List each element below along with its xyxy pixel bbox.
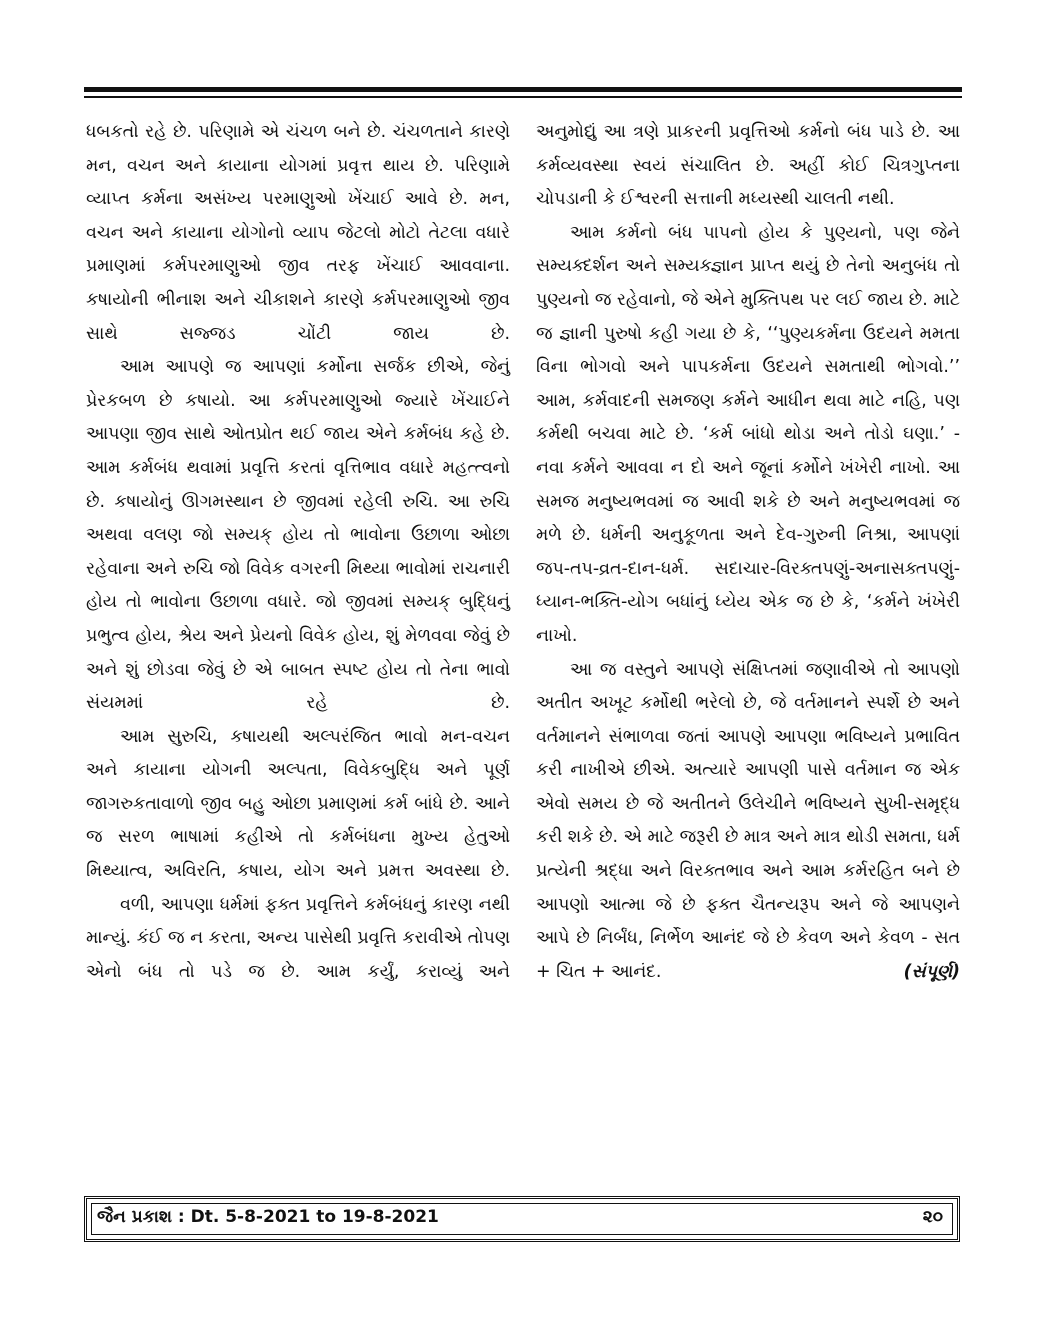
- right-paragraph-3-text: આ જ વસ્તુને આપણે સંક્ષિપ્તમાં જણાવીએ તો આપણો અતીત અખૂટ કર્મોથી ભરેલો છે, જે વર્તમાનને સ્પર્શે છે અને વર્તમાનને સંભાળવા જતાં આપણે આપણા ભવિષ્યને પ્રભાવિત કરી નાખીએ છીએ. અત્યારે આપણી પાસે વર્તમાન જ એક એવો સમય છે જે અતીતને ઉલેચીને ભવિષ્યને સુખી-સમૃદ્ધ કરી શકે છે. એ માટે જરૂરી છે માત્ર અને માત્ર થોડી સમતા, ધર્મ પ્રત્યેની શ્રદ્ધા અને વિરક્તભાવ અને આમ કર્મરહિત બને છે આપણો આત્મા જે છે ફક્ત ચૈતન્યરૂપ અને જે આપણને આપે છે નિર્બંધ, નિર્ભેળ આનંદ જે છે કેવળ અને કેવળ - સત + ચિત + આનંદ.: [536, 659, 960, 982]
- footer: [84, 1196, 960, 1242]
- footer-publication: જૈન પ્રકાશ : Dt. 5-8-2021 to 19-8-2021: [97, 1207, 439, 1227]
- end-mark: (સંપૂર્ણ): [903, 961, 960, 982]
- right-column: [536, 116, 960, 989]
- right-paragraph-2: આમ કર્મનો બંધ પાપનો હોય કે પુણ્યનો, પણ જેને સમ્યક્દર્શન અને સમ્યક્જ્ઞાન પ્રાપ્ત થયું છે તેનો અનુબંધ તો પુણ્યનો જ રહેવાનો, જે એને મુક્તિપથ પર લઈ જાય છે. માટે જ જ્ઞાની પુરુષો કહી ગયા છે કે, ‘‘પુણ્યકર્મના ઉદયને મમતા વિના ભોગવો અને પાપકર્મના ઉદયને સમતાથી ભોગવો.’’ આમ, કર્મવાદની સમજણ કર્મને આધીન થવા માટે નહિ, પણ કર્મથી બચવા માટે છે. ‘કર્મ બાંધો થોડા અને તોડો ઘણા.’ - નવા કર્મને આવવા ન દો અને જૂનાં કર્મોને ખંખેરી નાખો. આ સમજ મનુષ્યભવમાં જ આવી શકે છે અને મનુષ્યભવમાં જ મળે છે. ધર્મની અનુકૂળતા અને દેવ-ગુરુની નિશ્રા, આપણાં જપ-તપ-વ્રત-દાન-ધર્મ. સદાચાર-વિરક્તપણું-અનાસક્તપણું-ધ્યાન-ભક્તિ-યોગ બધાંનું ધ્યેય એક જ છે કે, ‘કર્મને ખંખેરી નાખો.: [536, 222, 960, 646]
- top-rule-thick: [84, 87, 962, 92]
- left-paragraph-2: આમ આપણે જ આપણાં કર્મોના સર્જક છીએ, જેનું પ્રેરકબળ છે કષાયો. આ કર્મપરમાણુઓ જ્યારે ખેંચાઈને આપણા જીવ સાથે ઓતપ્રોત થઈ જાય એને કર્મબંધ કહે છે. આમ કર્મબંધ થવામાં પ્રવૃત્તિ કરતાં વૃત્તિભાવ વધારે મહત્ત્વનો છે. કષાયોનું ઊગમસ્થાન છે જીવમાં રહેલી રુચિ. આ રુચિ અથવા વલણ જો સમ્યક્ હોય તો ભાવોના ઉછાળા ઓછા રહેવાના અને રુચિ જો વિવેક વગરની મિથ્યા ભાવોમાં રાચનારી હોય તો ભાવોના ઉછાળા વધારે. જો જીવમાં સમ્યક્ બુદ્ધિનું પ્રભુત્વ હોય, શ્રેય અને પ્રેયનો વિવેક હોય, શું મેળવવા જેવું છે અને શું છોડવા જેવું છે એ બાબત સ્પષ્ટ હોય તો તેના ભાવો સંયમમાં રહે છે.: [86, 357, 510, 714]
- left-paragraph-3: આમ સુરુચિ, કષાયથી અલ્પરંજિત ભાવો મન-વચન અને કાયાના યોગની અલ્પતા, વિવેકબુદ્ધિ અને પૂર્ણ જાગરુકતાવાળો જીવ બહુ ઓછા પ્રમાણમાં કર્મ બાંધે છે. આને જ સરળ ભાષામાં કહીએ તો કર્મબંધના મુખ્ય હેતુઓ મિથ્યાત્વ, અવિરતિ, કષાય, યોગ અને પ્રમત્ત અવસ્થા છે.: [86, 726, 510, 882]
- left-paragraph-4: વળી, આપણા ધર્મમાં ફક્ત પ્રવૃત્તિને કર્મબંધનું કારણ નથી માન્યું. કંઈ જ ન કરતા, અન્ય પાસેથી પ્રવૃત્તિ કરાવીએ તોપણ એનો બંધ તો પડે જ છે. આમ કર્યું, કરાવ્યું અને: [86, 894, 510, 982]
- top-rule-thin: [84, 96, 962, 98]
- footer-page-number: ૨૦: [922, 1207, 943, 1227]
- left-column: [86, 116, 510, 989]
- right-paragraph-3: [536, 654, 960, 990]
- right-paragraph-1: અનુમોદ્યું આ ત્રણે પ્રાકરની પ્રવૃત્તિઓ કર્મનો બંધ પાડે છે. આ કર્મવ્યવસ્થા સ્વયં સંચાલિત છે. અહીં કોઈ ચિત્રગુપ્તના ચોપડાની કે ઈશ્વરની સત્તાની મધ્યસ્થી ચાલતી નથી.: [536, 122, 960, 210]
- left-paragraph-1: ધબકતો રહે છે. પરિણામે એ ચંચળ બને છે. ચંચળતાને કારણે મન, વચન અને કાયાના યોગમાં પ્રવૃત્ત થાય છે. પરિણામે વ્યાપ્ત કર્મના અસંખ્ય પરમાણુઓ ખેંચાઈ આવે છે. મન, વચન અને કાયાના યોગોનો વ્યાપ જેટલો મોટો તેટલા વધારે પ્રમાણમાં કર્મપરમાણુઓ જીવ તરફ ખેંચાઈ આવવાના. કષાયોની ભીનાશ અને ચીકાશને કારણે કર્મપરમાણુઓ જીવ સાથે સજ્જડ ચોંટી જાય છે.: [86, 122, 510, 344]
